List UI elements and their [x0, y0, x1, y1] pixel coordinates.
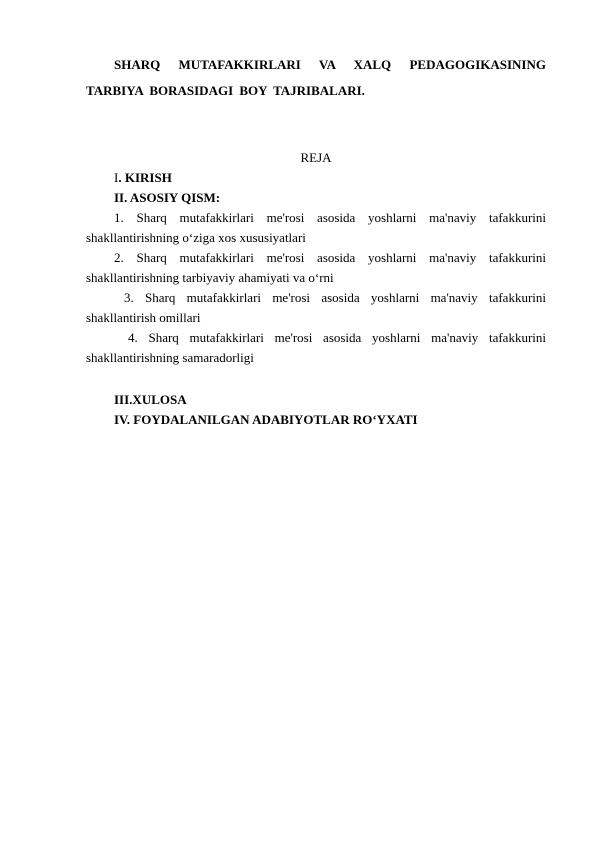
document-page — [86, 52, 546, 430]
section-introduction-label: . KIRISH — [118, 170, 172, 185]
document-title: SHARQ MUTAFAKKIRLARI VA XALQ PEDAGOGIKASINING TARBIYA BORASIDAGI BOY TAJRIBALARI. — [86, 57, 546, 98]
plan-item-4: 4. Sharq mutafakkirlari me'rosi asosida yoshlarni ma'naviy tafakkurini shakllantirishning samaradorligi — [86, 330, 546, 365]
section-introduction-number: I — [114, 170, 119, 185]
section-main-part: II. ASOSIY QISM: — [114, 190, 221, 205]
section-references: IV. FOYDALANILGAN ADABIYOTLAR RO‘YXATI — [114, 412, 418, 427]
section-introduction — [86, 168, 546, 188]
spacer — [86, 368, 546, 390]
plan-item-2: 2. Sharq mutafakkirlari me'rosi asosida yoshlarni ma'naviy tafakkurini shakllantirishning tarbiyaviy ahamiyati va o‘rni — [86, 250, 546, 285]
plan-item-3: 3. Sharq mutafakkirlari me'rosi asosida yoshlarni ma'naviy tafakkurini shakllantirish omillari — [86, 290, 546, 325]
plan-heading: REJA — [300, 150, 332, 165]
plan-item-1: 1. Sharq mutafakkirlari me'rosi asosida yoshlarni ma'naviy tafakkurini shakllantirishning o‘ziga xos xususiyatlari — [86, 210, 546, 245]
section-conclusion: III.XULOSA — [114, 392, 187, 407]
